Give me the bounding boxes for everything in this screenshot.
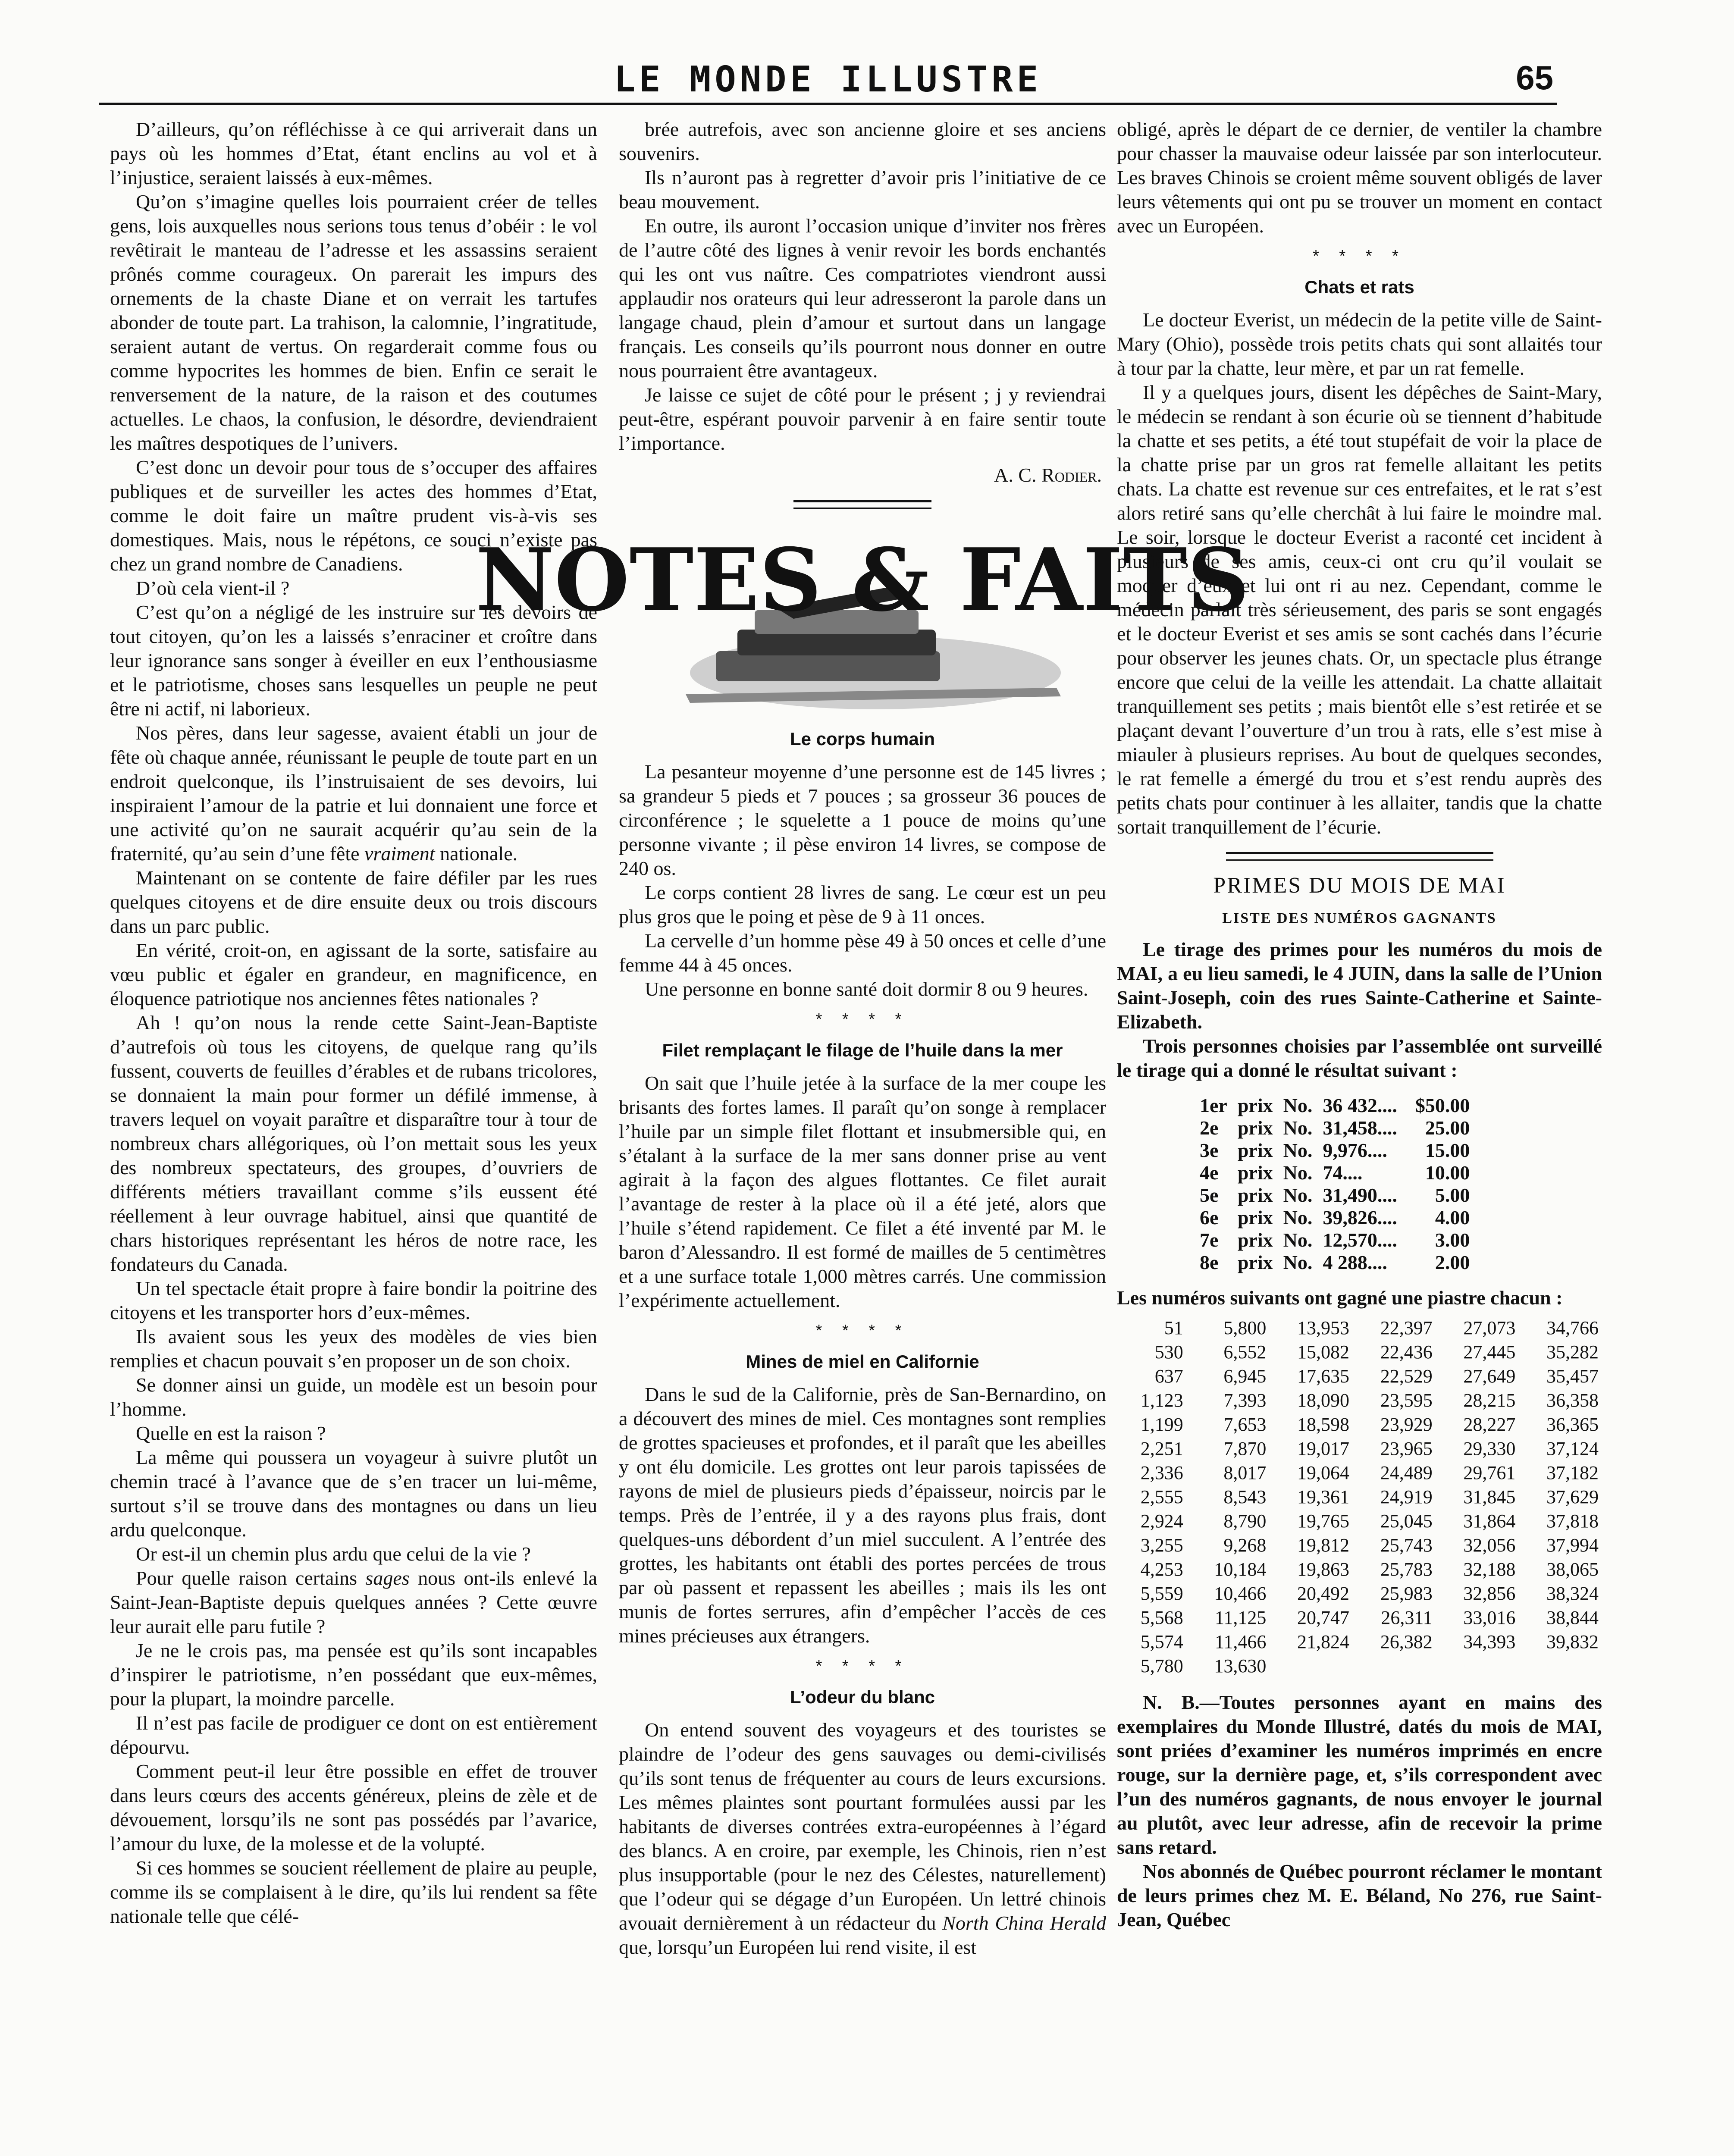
winners-row	[1117, 1557, 1602, 1582]
table-cell: 38,324	[1546, 1583, 1599, 1604]
paragraph: Ils n’auront pas à regretter d’avoir pris l’initiative de ce beau mouvement.	[619, 166, 1106, 213]
section-heading: Chats et rats	[1304, 277, 1414, 297]
table-cell: 7,870	[1223, 1438, 1267, 1459]
paragraph: Qu’on s’imagine quelles lois pourraient créer de telles gens, lois auxquelles nous serions tous tenus d’obéir : le vol revêtirait le manteau de l’adresse et les assassins seraient prônés comme courageux. On parerait les impurs des ornements de la chaste Diane et on verrait les tartufes abonder de toute part. La trahison, la calomnie, l’ingratitude, seraient autant de vertus. On regarderait comme fous ou comme hypocrites les hommes de bien. Enfin ce serait le renversement de la nature, de la raison et des coutumes actuelles. Le chaos, la confusion, le désordre, deviendraient les maîtres despotiques de l’univers.	[110, 191, 597, 454]
table-cell: 39,832	[1546, 1631, 1599, 1652]
paragraph: Nos abonnés de Québec pourront réclamer le montant de leurs primes chez M. E. Béland, No 276, rue Saint-Jean, Québec	[1117, 1860, 1602, 1930]
table-cell: 25,743	[1380, 1535, 1433, 1556]
paragraph: La pesanteur moyenne d’une personne est de 145 livres ; sa grandeur 5 pieds et 7 pouces ; sa grosseur 36 pouces de circonférence ; le squelette a 1 pouce de moins qu’une personne vivante ; il pèse environ 14 livres, se compose de 240 os.	[619, 761, 1106, 879]
prize-row	[1195, 1162, 1475, 1184]
paragraph: Les numéros suivants ont gagné une piastre chacun :	[1117, 1287, 1563, 1309]
table-cell: 8e	[1200, 1251, 1219, 1273]
winners-row	[1117, 1316, 1602, 1340]
paragraph: obligé, après le départ de ce dernier, de ventiler la chambre pour chasser la mauvaise odeur laissée par son interlocuteur. Les braves Chinois se croient même souvent obligés de laver leurs vêtements qui ont pu se trouver un moment en contact avec un Européen.	[1117, 118, 1602, 237]
table-cell: 6,552	[1223, 1341, 1267, 1363]
prizes-table	[1195, 1094, 1475, 1274]
table-cell: 18,090	[1297, 1390, 1350, 1411]
table-cell: 9,268	[1223, 1535, 1267, 1556]
table-cell: 5,800	[1223, 1317, 1267, 1338]
paragraph: D’ailleurs, qu’on réfléchisse à ce qui arriverait dans un pays où les hommes d’Etat, étant enclins au vol et à l’injustice, seraient laissés à eux-mêmes.	[110, 118, 597, 188]
table-cell: 22,397	[1380, 1317, 1433, 1338]
winners-row	[1117, 1340, 1602, 1364]
table-cell: 3.00	[1435, 1229, 1470, 1251]
table-cell: 19,017	[1297, 1438, 1350, 1459]
winners-row	[1117, 1654, 1602, 1678]
table-cell: 19,863	[1297, 1559, 1350, 1580]
paragraph: Se donner ainsi un guide, un modèle est un besoin pour l’homme.	[110, 1374, 597, 1420]
prize-row	[1195, 1206, 1475, 1229]
table-cell: 26,382	[1380, 1631, 1433, 1652]
paragraph: C’est qu’on a négligé de les instruire sur les devoirs de tout citoyen, qu’on les a laissés s’enraciner et croître dans leur ignorance sans songer à éveiller en eux l’enthousiasme et le patriotisme, choses sans lesquelles un peuple ne peut être ni actif, ni laborieux.	[110, 601, 597, 720]
table-cell: No.	[1283, 1094, 1313, 1116]
prize-row	[1195, 1117, 1475, 1139]
table-cell: 32,188	[1463, 1559, 1516, 1580]
paragraph: Maintenant on se contente de faire défiler par les rues quelques citoyens et de dire ensuite deux ou trois discours dans un parc public.	[110, 867, 597, 937]
table-cell: 19,361	[1297, 1486, 1350, 1507]
table-cell: 12,570....	[1323, 1229, 1397, 1251]
primes-subtitle: LISTE DES NUMÉROS GAGNANTS	[1222, 910, 1497, 926]
paragraph: Le corps contient 28 livres de sang. Le cœur est un peu plus gros que le poing et pèse de 9 à 11 onces.	[619, 881, 1106, 928]
table-cell: 2,336	[1140, 1462, 1183, 1483]
paragraph: Le tirage des primes pour les numéros du mois de MAI, a eu lieu samedi, le 4 JUIN, dans la salle de l’Union Saint-Joseph, coin des rues Sainte-Catherine et Sainte-Elizabeth.	[1117, 938, 1602, 1033]
table-cell: 17,635	[1297, 1366, 1350, 1387]
table-cell: 15.00	[1425, 1139, 1470, 1161]
paragraph-text: Pour quelle raison certains	[136, 1567, 357, 1589]
prize-row	[1195, 1094, 1475, 1117]
table-cell: No.	[1283, 1139, 1313, 1161]
section-stars: * * * *	[1313, 247, 1406, 265]
prize-row	[1195, 1229, 1475, 1251]
table-cell: 37,818	[1546, 1510, 1599, 1532]
page-header	[99, 54, 1557, 101]
column-1	[110, 117, 597, 2156]
paragraph: Il n’est pas facile de prodiguer ce dont on est entièrement dépourvu.	[110, 1712, 597, 1758]
table-cell: 4,253	[1140, 1559, 1183, 1580]
table-cell: 20,492	[1297, 1583, 1350, 1604]
winners-row	[1117, 1533, 1602, 1557]
table-cell	[1353, 1654, 1436, 1678]
table-cell: 27,445	[1463, 1341, 1516, 1363]
table-cell: 29,330	[1463, 1438, 1516, 1459]
paragraph: En outre, ils auront l’occasion unique d’inviter nos frères de l’autre côté des lignes à venir revoir les bords enchantés qui les ont vus naître. Ces compatriotes viendront aussi applaudir nos orateurs qui leur adresseront la parole dans un langage chaud, plein d’amour et surtout dans un langage français. Les conseils qu’ils pourront nous donner en outre nous pourraient être avantageux.	[619, 215, 1106, 382]
table-cell: 5,574	[1140, 1631, 1183, 1652]
table-cell: 15,082	[1297, 1341, 1350, 1363]
table-cell: 18,598	[1297, 1414, 1350, 1435]
table-cell: 33,016	[1463, 1607, 1516, 1628]
table-cell: 25,045	[1380, 1510, 1433, 1532]
table-cell: 10,184	[1214, 1559, 1267, 1580]
table-cell: 27,649	[1463, 1366, 1516, 1387]
table-cell: 28,215	[1463, 1390, 1516, 1411]
paragraph	[619, 1718, 1106, 1959]
table-cell: 4e	[1200, 1162, 1219, 1184]
table-cell: 10.00	[1425, 1162, 1470, 1184]
table-cell: 8,790	[1223, 1510, 1267, 1532]
table-cell: 5.00	[1435, 1184, 1470, 1206]
winners-row	[1117, 1437, 1602, 1461]
paragraph: Trois personnes choisies par l’assemblée ont surveillé le tirage qui a donné le résultat suivant :	[1117, 1035, 1602, 1081]
table-cell: No.	[1283, 1117, 1313, 1139]
table-cell: 11,125	[1215, 1607, 1267, 1628]
table-cell: 22,529	[1380, 1366, 1433, 1387]
table-cell: 34,766	[1546, 1317, 1599, 1338]
table-cell: prix	[1237, 1251, 1273, 1273]
notice-text	[1117, 1690, 1602, 1932]
table-cell: 36,365	[1546, 1414, 1599, 1435]
table-cell: 19,064	[1297, 1462, 1350, 1483]
paragraph: Le docteur Everist, un médecin de la petite ville de Saint-Mary (Ohio), possède trois petits chats qui sont allaités tour à tour par la chatte, leur mère, et par un rat femelle.	[1117, 309, 1602, 379]
paragraph: Ah ! qu’on nous la rende cette Saint-Jean-Baptiste d’autrefois où tous les citoyens, de quelque rang qu’ils fussent, couverts de feuilles d’érables et de rubans tricolores, se donnaient la main pour former un défilé immense, à travers lequel on voyait paraître et disparaître tour à tour de nombreux chars allégoriques, où l’on mettait sous les yeux des nombreux spectateurs, des groupes, d’ouvriers de différents métiers travaillant comme s’ils eussent été réellement à leur ouvrage habituel, ainsi que quantité de chars historiques représentant les héros de notre race, les fondateurs du Canada.	[110, 1012, 597, 1275]
table-cell: 9,976....	[1323, 1139, 1387, 1161]
table-cell: 37,629	[1546, 1486, 1599, 1507]
table-cell: prix	[1237, 1206, 1273, 1228]
table-cell: 1er	[1200, 1094, 1227, 1116]
table-cell	[1519, 1654, 1602, 1678]
table-cell: 22,436	[1380, 1341, 1433, 1363]
table-cell: 2.00	[1435, 1251, 1470, 1273]
table-cell: 37,182	[1546, 1462, 1599, 1483]
table-cell: 19,765	[1297, 1510, 1350, 1532]
winners-table	[1117, 1316, 1602, 1678]
table-cell: 74....	[1323, 1162, 1363, 1184]
column-3	[1117, 117, 1602, 2156]
section-stars: * * * *	[815, 1322, 909, 1340]
winners-row	[1117, 1461, 1602, 1485]
paragraph: N. B.—Toutes personnes ayant en mains des exemplaires du Monde Illustré, datés du mois de MAI, sont priées d’examiner les numéros imprimés en encre rouge, sur la dernière page, et, s’ils correspondent avec l’un des numéros gagnants, de nous envoyer le journal au plutôt, avec leur adresse, afin de recevoir la prime sans retard.	[1117, 1691, 1602, 1858]
table-cell: 34,393	[1463, 1631, 1516, 1652]
paragraph: D’où cela vient-il ?	[136, 577, 290, 599]
table-cell: 21,824	[1297, 1631, 1350, 1652]
table-cell: 5e	[1200, 1184, 1219, 1206]
table-cell: 10,466	[1214, 1583, 1267, 1604]
section-heading: Filet remplaçant le filage de l’huile dans la mer	[662, 1040, 1063, 1060]
table-cell: 5,559	[1140, 1583, 1183, 1604]
winners-row	[1117, 1388, 1602, 1413]
section-heading: Le corps humain	[790, 729, 935, 749]
paragraph: Comment peut-il leur être possible en effet de trouver dans leurs cœurs des accents généreux, pleins de zèle et de dévouement, lorsqu’ils ne sont pas possédés par l’avarice, l’amour du luxe, de la molesse et de la volupté.	[110, 1760, 597, 1855]
table-cell: 36,358	[1546, 1390, 1599, 1411]
table-cell: 29,761	[1463, 1462, 1516, 1483]
winners-row	[1117, 1509, 1602, 1533]
table-cell: 35,282	[1546, 1341, 1599, 1363]
table-cell: prix	[1237, 1162, 1273, 1184]
table-cell: prix	[1237, 1094, 1273, 1116]
table-cell	[1436, 1654, 1519, 1678]
section-heading: Mines de miel en Californie	[746, 1351, 979, 1372]
table-cell: 38,065	[1546, 1559, 1599, 1580]
paragraph-text: nationale.	[440, 843, 518, 865]
paragraph	[110, 721, 597, 866]
table-cell: 19,812	[1297, 1535, 1350, 1556]
winners-row	[1117, 1413, 1602, 1437]
table-cell: 24,919	[1380, 1486, 1433, 1507]
paragraph: Ils avaient sous les yeux des modèles de vies bien remplies et chacun pouvait s’en proposer un de son choix.	[110, 1326, 597, 1372]
table-cell: No.	[1283, 1162, 1313, 1184]
table-cell: 2e	[1200, 1117, 1219, 1139]
table-cell: 25,983	[1380, 1583, 1433, 1604]
table-cell: 25,783	[1380, 1559, 1433, 1580]
table-cell: 36 432....	[1323, 1094, 1397, 1116]
table-cell: prix	[1237, 1184, 1273, 1206]
winners-row	[1117, 1364, 1602, 1388]
italic-word: vraiment	[364, 843, 435, 865]
table-cell: 31,845	[1463, 1486, 1516, 1507]
italic-title: North China Herald	[942, 1912, 1106, 1934]
table-cell: $50.00	[1415, 1094, 1470, 1116]
table-cell: 8,017	[1223, 1462, 1267, 1483]
table-cell: No.	[1283, 1206, 1313, 1228]
winners-row	[1117, 1485, 1602, 1509]
author-signature: A. C. Rodier.	[994, 464, 1102, 486]
table-cell: 2,251	[1140, 1438, 1183, 1459]
table-cell: 1,123	[1140, 1390, 1183, 1411]
table-cell: prix	[1237, 1117, 1273, 1139]
table-cell: 8,543	[1223, 1486, 1267, 1507]
paragraph: Dans le sud de la Californie, près de San-Bernardino, on a découvert des mines de miel. Ces montagnes sont remplies de grottes spacieuses et profondes, et il paraît que les abeilles y ont élu domicile. Les grottes ont leur parois tapissées de rayons de miel de plusieurs pieds d’épaisseur, noircis par le temps. Près de l’entrée, il y a des rayons plus frais, dont quelques-uns débordent d’un miel succulent. A l’entrée des grottes, les habitants ont établi des portes percées de trous par où passent et repassent les abeilles ; mais ils les ont munis de fortes serrures, afin d’empêcher l’accès de ces mines précieuses aux étrangers.	[619, 1383, 1106, 1647]
table-cell: 5,568	[1140, 1607, 1183, 1628]
paragraph: La cervelle d’un homme pèse 49 à 50 onces et celle d’une femme 44 à 45 onces.	[619, 930, 1106, 976]
table-cell: 39,826....	[1323, 1206, 1397, 1228]
paragraph: Un tel spectacle était propre à faire bondir la poitrine des citoyens et les transporter hors d’eux-mêmes.	[110, 1277, 597, 1323]
section-divider	[1226, 852, 1493, 861]
section-heading: L’odeur du blanc	[790, 1687, 935, 1707]
table-cell: 11,466	[1215, 1631, 1267, 1652]
notes-faits-illustration	[475, 522, 1250, 720]
paragraph: Il y a quelques jours, disent les dépêches de Saint-Mary, le médecin se rendant à son écurie où se tiennent d’habitude la chatte et ses petits, a été tout stupéfait de voir la place de la chatte prise par un gros rat femelle allaitant les petits chats. La chatte est revenue sur ces entrefaites, et le rat s’est alors retiré sans qu’elle cherchât à lui faire le moindre mal. Le soir, lorsque le docteur Everist a raconté cet incident à plusieurs de ses amis, ceux-ci ont cru qu’il voulait se moquer d’eux et lui ont ri au nez. Cependant, comme le médecin parlait très sérieusement, des paris se sont engagés et le docteur Everist et ses amis se sont cachés dans l’écurie pour observer les jeunes chats. Or, un spectacle plus étrange encore que celui de la veille les attendait. La chatte allaitait tranquillement ses petits ; mais bientôt elle s’est retirée et se plaçant devant l’ouverture d’un trou à rats, elle s’est mise à miauler à plusieurs reprises. Au bout de quelques secondes, le rat femelle a émergé du trou et s’est rendu auprès des petits chats pour continuer à les allaiter, tandis que la chatte sortait tranquillement de l’écurie.	[1117, 381, 1602, 838]
paragraph-text: nous ont-ils enlevé la Saint-Jean-Baptiste depuis quelques années ? Cette œuvre leur aurait elle paru futile ?	[110, 1567, 598, 1637]
paragraph: La même qui poussera un voyageur à suivre plutôt un chemin tracé à l’avance que de s’en tracer un lui-même, surtout s’il se trouve dans des montagnes ou dans un lieu ardu quelconque.	[110, 1446, 597, 1541]
table-cell: 20,747	[1297, 1607, 1350, 1628]
page-number: 65	[1516, 59, 1553, 97]
section-stars: * * * *	[815, 1010, 909, 1028]
winners-row	[1117, 1606, 1602, 1630]
paragraph: Je ne le crois pas, ma pensée est qu’ils sont incapables d’inspirer le patriotisme, n’en possédant que eux-mêmes, pour la plupart, la moindre parcelle.	[110, 1639, 597, 1710]
table-cell: prix	[1237, 1229, 1273, 1251]
table-cell: 3,255	[1140, 1535, 1183, 1556]
table-cell: No.	[1283, 1251, 1313, 1273]
table-cell: 31,458....	[1323, 1117, 1397, 1139]
table-cell: 6,945	[1223, 1366, 1267, 1387]
paragraph-text: On entend souvent des voyageurs et des touristes se plaindre de l’odeur des gens sauvages ou demi-civilisés qu’ils sont tenus de fréquenter au cours de leurs excursions. Les mêmes plaintes sont pourtant formulées aussi par les habitants de diverses contrées extra-européennes à l’égard des blancs. A en croire, par exemple, les Chinois, rien n’est plus insupportable (pour le nez des Célestes, naturellement) que l’odeur qui se dégage d’un Européen. Un lettré chinois avouait dernièrement à un rédacteur du	[619, 1719, 1106, 1934]
table-cell: 4 288....	[1323, 1251, 1387, 1273]
table-cell: 24,489	[1380, 1462, 1433, 1483]
paragraph: C’est donc un devoir pour tous de s’occuper des affaires publiques et de surveiller les actes des hommes d’Etat, comme le doit faire un maître prudent vis-à-vis ses domestiques. Mais, nous le répétons, ce souci n’existe pas chez un grand nombre de Canadiens.	[110, 456, 597, 575]
header-rule	[99, 103, 1557, 105]
section-divider	[793, 500, 931, 509]
section-stars: * * * *	[815, 1657, 909, 1675]
table-cell: No.	[1283, 1229, 1313, 1251]
italic-word: sages	[365, 1567, 410, 1589]
table-cell: 35,457	[1546, 1366, 1599, 1387]
table-cell: 7,393	[1223, 1390, 1267, 1411]
paragraph	[110, 1566, 597, 1639]
paragraph: Si ces hommes se soucient réellement de plaire au peuple, comme ils se complaisent à le dire, qu’ils lui rendent sa fête nationale telle que célé-	[110, 1857, 597, 1927]
table-cell: prix	[1237, 1139, 1273, 1161]
table-cell: 37,124	[1546, 1438, 1599, 1459]
prize-row	[1195, 1251, 1475, 1274]
table-cell: 28,227	[1463, 1414, 1516, 1435]
table-cell: 4.00	[1435, 1206, 1470, 1228]
table-cell: 25.00	[1425, 1117, 1470, 1139]
table-cell: 1,199	[1140, 1414, 1183, 1435]
table-cell: 2,924	[1140, 1510, 1183, 1532]
table-cell: 23,965	[1380, 1438, 1433, 1459]
paragraph-text: que, lorsqu’un Européen lui rend visite, il est	[619, 1936, 977, 1958]
primes-title: PRIMES DU MOIS DE MAI	[1213, 873, 1506, 898]
table-cell: 13,953	[1297, 1317, 1350, 1338]
paragraph: brée autrefois, avec son ancienne gloire et ses anciens souvenirs.	[619, 118, 1106, 164]
table-cell	[1270, 1654, 1353, 1678]
paragraph: Une personne en bonne santé doit dormir 8 ou 9 heures.	[645, 978, 1088, 1000]
table-cell: 23,595	[1380, 1390, 1433, 1411]
table-cell: 23,929	[1380, 1414, 1433, 1435]
table-cell: 7,653	[1223, 1414, 1267, 1435]
table-cell: 31,864	[1463, 1510, 1516, 1532]
paragraph: Or est-il un chemin plus ardu que celui de la vie ?	[136, 1543, 531, 1565]
primes-text	[1117, 937, 1602, 1082]
winners-intro	[1117, 1286, 1602, 1310]
prize-row	[1195, 1184, 1475, 1206]
paragraph: Je laisse ce sujet de côté pour le présent ; j y reviendrai peut-être, espérant pouvoir parvenir à en faire sentir toute l’importance.	[619, 384, 1106, 454]
table-cell: 5,780	[1140, 1655, 1183, 1677]
table-cell: 13,630	[1214, 1655, 1267, 1677]
table-cell: 530	[1154, 1341, 1183, 1363]
paragraph: On sait que l’huile jetée à la surface de la mer coupe les brisants des fortes lames. Il paraît qu’on songe à remplacer l’huile par un simple filet flottant et insubmersible qui, en s’étalant à la surface de la mer sans donner prise au vent agirait à la façon des algues flottantes. Ce filet aurait l’avantage de rester à la place où il a été jeté, alors que l’huile s’étend rapidement. Ce filet a été inventé par M. le baron d’Alessandro. Il est formé de mailles de 5 centimètres et a une surface totale 1,000 mètres carrés. Une commission l’expérimente actuellement.	[619, 1072, 1106, 1311]
notes-faits-logo	[475, 522, 1250, 720]
table-cell: 6e	[1200, 1206, 1219, 1228]
table-cell: 38,844	[1546, 1607, 1599, 1628]
winners-row	[1117, 1582, 1602, 1606]
table-cell: 32,856	[1463, 1583, 1516, 1604]
winners-row	[1117, 1630, 1602, 1654]
paragraph: En vérité, croit-on, en agissant de la sorte, satisfaire au vœu public et égaler en grandeur, en magnificence, en éloquence patriotique nos anciennes fêtes nationales ?	[110, 939, 597, 1009]
paragraph-text: Nos pères, dans leur sagesse, avaient établi un jour de fête où chaque année, réunissant le peuple de toute part en un endroit quelconque, ils l’instruisaient de ses devoirs, lui inspiraient l’amour de la patrie et lui donnaient une force et une activité qu’on ne saurait acquérir qu’au sein de la fraternité, qu’au sein d’une fête	[110, 722, 597, 865]
notes-faits-logo-text: NOTES & FAITS	[475, 530, 1250, 631]
prize-row	[1195, 1139, 1475, 1162]
paragraph: Quelle en est la raison ?	[136, 1422, 326, 1444]
table-cell: 31,490....	[1323, 1184, 1397, 1206]
table-cell: 2,555	[1140, 1486, 1183, 1507]
table-cell: 27,073	[1463, 1317, 1516, 1338]
table-cell: 37,994	[1546, 1535, 1599, 1556]
table-cell: 7e	[1200, 1229, 1219, 1251]
newspaper-title: LE MONDE ILLUSTRE	[614, 59, 1042, 100]
table-cell: 637	[1154, 1366, 1183, 1387]
table-cell: No.	[1283, 1184, 1313, 1206]
table-cell: 26,311	[1381, 1607, 1433, 1628]
table-cell: 3e	[1200, 1139, 1219, 1161]
table-cell: 32,056	[1463, 1535, 1516, 1556]
table-cell: 51	[1164, 1317, 1183, 1338]
